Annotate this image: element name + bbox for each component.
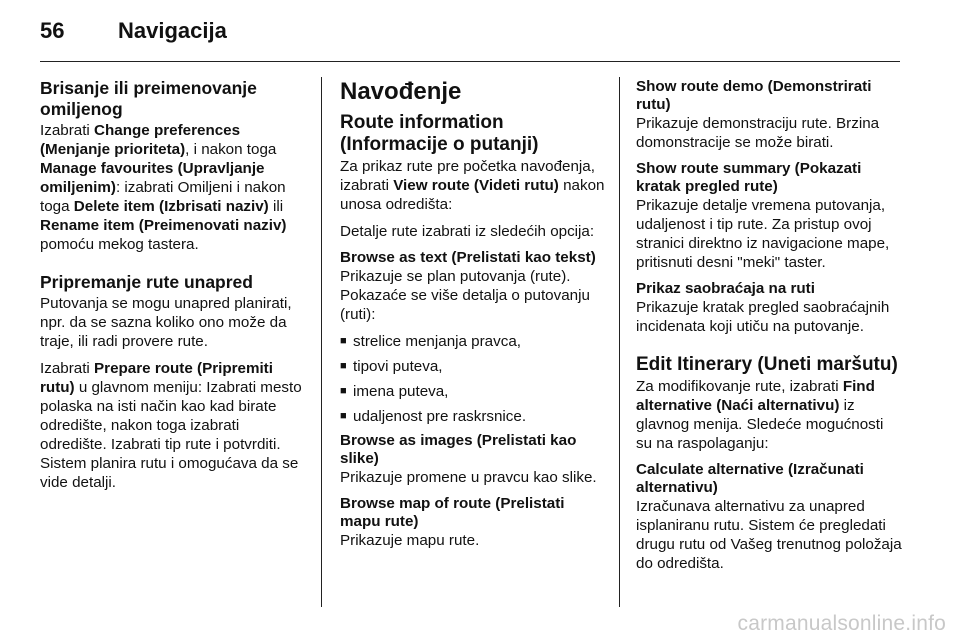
def-route-summary: Prikazuje detalje vremena putovanja, udaljenost i tip rute. Za pristup ovoj stranici direktno iz navigacione mape, pritisnuti desni "meki" taster. — [636, 197, 890, 271]
header-rule — [40, 61, 900, 62]
term-browse-text: Browse as text (Prelistati kao tekst) — [340, 249, 596, 266]
list-item-text: strelice menjanja pravca, — [353, 333, 521, 350]
def-browse-text: Prikazuje se plan putovanja (rute). Pokazaće se više detalja o putovanju (ruti): — [340, 268, 590, 323]
menu-term: Rename item (Preimenovati naziv) — [40, 217, 287, 234]
list-item-text: imena puteva, — [353, 383, 449, 400]
bullet-square-icon: ■ — [340, 410, 347, 422]
paragraph-route-options: Detalje rute izabrati iz sledećih opcija: — [340, 223, 595, 240]
list-item — [340, 357, 606, 376]
paragraph-plan-steps — [40, 359, 306, 492]
def-browse-images: Prikazuje promene u pravcu kao slike. — [340, 469, 597, 486]
text: u glavnom meniju: Izabrati mesto polaska na isti način kao kad birate odredište, nakon toga izabrati odredište. Izabrati tip rute i potvrditi. Sistem planira rutu i omogućava da se vide detalji. — [40, 379, 302, 491]
def-route-demo: Prikazuje demonstraciju rute. Brzina domonstracije se može birati. — [636, 115, 880, 151]
list-item — [340, 382, 606, 401]
paragraph-plan-intro: Putovanja se mogu unapred planirati, npr. da se sazna koliko ono može da traje, ili radi provere rute. — [40, 295, 292, 350]
heading-route-information: Route information (Informacije o putanji) — [340, 112, 539, 155]
text: Za modifikovanje rute, izabrati — [636, 378, 843, 395]
term-browse-map: Browse map of route (Prelistati mapu rute) — [340, 495, 565, 530]
page-title: Navigacija — [118, 18, 227, 43]
paragraph-itinerary — [636, 377, 902, 453]
heading-plan-route: Pripremanje rute unapred — [40, 272, 253, 292]
menu-term: Find alternative (Naći alternativu) — [636, 378, 875, 414]
text: pomoću mekog tastera. — [40, 236, 199, 253]
text: ili — [268, 198, 284, 215]
heading-guidance: Navođenje — [340, 78, 462, 105]
text: Za prikaz rute pre početka navođenja, izabrati — [340, 158, 595, 194]
page-number: 56 — [40, 18, 65, 43]
term-route-demo: Show route demo (Demonstrirati rutu) — [636, 78, 872, 113]
heading-edit-itinerary: Edit Itinerary (Uneti maršutu) — [636, 354, 898, 375]
heading-rename-favourite: Brisanje ili preimenovanje omiljenog — [40, 78, 257, 119]
text: nakon unosa odredišta: — [340, 177, 605, 213]
bullet-square-icon: ■ — [340, 360, 347, 372]
paragraph-route-info — [340, 157, 606, 214]
term-calculate-alternative: Calculate alternative (Izračunati alternativu) — [636, 461, 864, 496]
text: : izabrati Omiljeni i nakon toga — [40, 179, 286, 215]
def-calculate-alternative: Izračunava alternativu za unapred isplaniranu rutu. Sistem će pregledati drugu rutu od Vašeg trenutnog položaja do odredišta. — [636, 498, 902, 572]
def-browse-map: Prikazuje mapu rute. — [340, 532, 480, 549]
term-route-summary: Show route summary (Pokazati kratak pregled rute) — [636, 160, 862, 195]
page-header — [40, 18, 227, 48]
list-item — [340, 407, 606, 426]
text: Izabrati — [40, 122, 95, 139]
menu-term: Change preferences (Menjanje prioriteta) — [40, 122, 241, 158]
paragraph-rename — [40, 121, 306, 254]
text: , i nakon toga — [185, 141, 277, 158]
def-traffic: Prikazuje kratak pregled saobraćajnih incidenata koji utiču na putovanje. — [636, 299, 890, 335]
text: Izabrati — [40, 360, 95, 377]
list-item — [340, 332, 606, 351]
column-divider-2 — [619, 77, 620, 607]
bullet-square-icon: ■ — [340, 335, 347, 347]
menu-term: View route (Videti rutu) — [393, 177, 559, 194]
menu-term: Manage favourites (Upravljanje omiljenim) — [40, 160, 265, 196]
list-item-text: udaljenost pre raskrsnice. — [353, 408, 527, 425]
watermark: carmanualsonline.info — [737, 612, 946, 635]
text: iz glavnog menija. Sledeće mogućnosti su na raspolaganju: — [636, 397, 884, 452]
column-1 — [40, 78, 306, 500]
list-item-text: tipovi puteva, — [353, 358, 443, 375]
term-browse-images: Browse as images (Prelistati kao slike) — [340, 432, 577, 467]
column-2 — [340, 78, 606, 558]
menu-term: Prepare route (Pripremiti rutu) — [40, 360, 273, 396]
bullet-square-icon: ■ — [340, 385, 347, 397]
column-divider-1 — [321, 77, 322, 607]
term-traffic: Prikaz saobraćaja na ruti — [636, 280, 815, 297]
menu-term: Delete item (Izbrisati naziv) — [73, 198, 269, 215]
column-3 — [636, 78, 902, 581]
